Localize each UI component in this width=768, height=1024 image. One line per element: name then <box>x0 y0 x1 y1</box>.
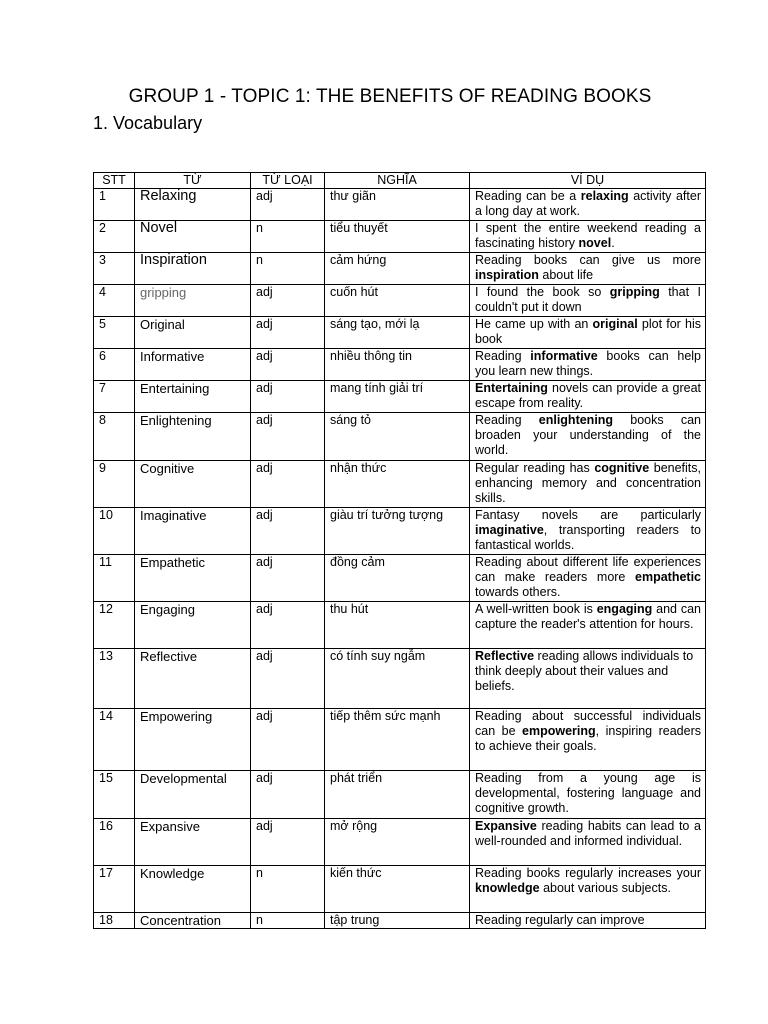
cell-meaning: cảm hứng <box>325 253 470 285</box>
cell-word: Entertaining <box>135 381 251 413</box>
cell-word: Relaxing <box>135 189 251 221</box>
table-row <box>94 819 706 866</box>
table-row <box>94 461 706 508</box>
cell-stt: 6 <box>94 349 135 381</box>
cell-example: Reading about successful individuals can be empowering, inspiring readers to achieve their goals. <box>470 709 706 771</box>
cell-example: Reading about different life experiences can make readers more empathetic towards others. <box>470 555 706 602</box>
cell-example: Reading enlightening books can broaden your understanding of the world. <box>470 413 706 461</box>
cell-word: Expansive <box>135 819 251 866</box>
cell-example: I spent the entire weekend reading a fascinating history novel. <box>470 221 706 253</box>
table-body <box>94 189 706 929</box>
cell-pos: adj <box>251 349 325 381</box>
cell-example: Expansive reading habits can lead to a well-rounded and informed individual. <box>470 819 706 866</box>
table-row <box>94 771 706 819</box>
cell-example: Reading regularly can improve <box>470 913 706 929</box>
table-row <box>94 913 706 929</box>
cell-meaning: thu hút <box>325 602 470 649</box>
cell-word: Enlightening <box>135 413 251 461</box>
cell-meaning: sáng tỏ <box>325 413 470 461</box>
cell-meaning: tập trung <box>325 913 470 929</box>
cell-pos: adj <box>251 649 325 709</box>
header-meaning: NGHĨA <box>325 173 470 189</box>
table-row <box>94 253 706 285</box>
cell-example: Regular reading has cognitive benefits, enhancing memory and concentration skills. <box>470 461 706 508</box>
cell-pos: n <box>251 913 325 929</box>
cell-meaning: nhận thức <box>325 461 470 508</box>
table-row <box>94 317 706 349</box>
cell-example: I found the book so gripping that I couldn't put it down <box>470 285 706 317</box>
cell-stt: 9 <box>94 461 135 508</box>
cell-meaning: cuốn hút <box>325 285 470 317</box>
cell-pos: n <box>251 221 325 253</box>
table-row <box>94 189 706 221</box>
cell-word: Engaging <box>135 602 251 649</box>
cell-stt: 1 <box>94 189 135 221</box>
cell-meaning: sáng tạo, mới lạ <box>325 317 470 349</box>
cell-example: Fantasy novels are particularly imaginative, transporting readers to fantastical worlds. <box>470 508 706 555</box>
cell-pos: adj <box>251 555 325 602</box>
cell-word: Cognitive <box>135 461 251 508</box>
cell-meaning: phát triển <box>325 771 470 819</box>
cell-pos: adj <box>251 317 325 349</box>
table-row <box>94 555 706 602</box>
cell-meaning: thư giãn <box>325 189 470 221</box>
cell-word: Reflective <box>135 649 251 709</box>
cell-word: Imaginative <box>135 508 251 555</box>
header-example: VÍ DỤ <box>470 173 706 189</box>
vocabulary-table <box>93 172 706 929</box>
cell-word: Concentration <box>135 913 251 929</box>
cell-stt: 11 <box>94 555 135 602</box>
cell-pos: n <box>251 866 325 913</box>
cell-pos: adj <box>251 285 325 317</box>
cell-stt: 16 <box>94 819 135 866</box>
cell-word: Developmental <box>135 771 251 819</box>
cell-example: Entertaining novels can provide a great escape from reality. <box>470 381 706 413</box>
cell-word: gripping <box>135 285 251 317</box>
cell-stt: 12 <box>94 602 135 649</box>
table-row <box>94 602 706 649</box>
cell-example: Reading books can give us more inspiration about life <box>470 253 706 285</box>
cell-pos: adj <box>251 461 325 508</box>
cell-stt: 10 <box>94 508 135 555</box>
cell-pos: adj <box>251 771 325 819</box>
cell-pos: n <box>251 253 325 285</box>
cell-word: Knowledge <box>135 866 251 913</box>
cell-word: Inspiration <box>135 253 251 285</box>
cell-pos: adj <box>251 413 325 461</box>
cell-example: A well-written book is engaging and can capture the reader's attention for hours. <box>470 602 706 649</box>
table-row <box>94 508 706 555</box>
cell-example: Reflective reading allows individuals to think deeply about their values and beliefs. <box>470 649 706 709</box>
table-row <box>94 413 706 461</box>
cell-meaning: giàu trí tưởng tượng <box>325 508 470 555</box>
cell-word: Original <box>135 317 251 349</box>
cell-stt: 18 <box>94 913 135 929</box>
cell-stt: 5 <box>94 317 135 349</box>
cell-word: Informative <box>135 349 251 381</box>
cell-meaning: đồng cảm <box>325 555 470 602</box>
cell-pos: adj <box>251 508 325 555</box>
cell-meaning: có tính suy ngẫm <box>325 649 470 709</box>
header-stt: STT <box>94 173 135 189</box>
cell-stt: 4 <box>94 285 135 317</box>
document-title: GROUP 1 - TOPIC 1: THE BENEFITS OF READING BOOKS <box>128 86 652 107</box>
cell-stt: 14 <box>94 709 135 771</box>
cell-example: Reading from a young age is developmental, fostering language and cognitive growth. <box>470 771 706 819</box>
section-heading: 1. Vocabulary <box>93 113 203 133</box>
cell-word: Empowering <box>135 709 251 771</box>
cell-stt: 3 <box>94 253 135 285</box>
cell-meaning: nhiều thông tin <box>325 349 470 381</box>
header-pos: TỪ LOẠI <box>251 173 325 189</box>
cell-stt: 15 <box>94 771 135 819</box>
cell-pos: adj <box>251 381 325 413</box>
cell-example: Reading can be a relaxing activity after a long day at work. <box>470 189 706 221</box>
cell-stt: 8 <box>94 413 135 461</box>
cell-stt: 17 <box>94 866 135 913</box>
cell-meaning: tiếp thêm sức mạnh <box>325 709 470 771</box>
table-row <box>94 709 706 771</box>
table-header-row <box>94 173 706 189</box>
table-row <box>94 221 706 253</box>
cell-meaning: mang tính giải trí <box>325 381 470 413</box>
cell-meaning: kiến thức <box>325 866 470 913</box>
cell-meaning: tiểu thuyết <box>325 221 470 253</box>
cell-stt: 7 <box>94 381 135 413</box>
table-row <box>94 381 706 413</box>
cell-word: Empathetic <box>135 555 251 602</box>
cell-stt: 2 <box>94 221 135 253</box>
cell-meaning: mở rộng <box>325 819 470 866</box>
cell-example: Reading informative books can help you learn new things. <box>470 349 706 381</box>
table-row <box>94 349 706 381</box>
cell-example: Reading books regularly increases your knowledge about various subjects. <box>470 866 706 913</box>
header-word: TỪ <box>135 173 251 189</box>
cell-pos: adj <box>251 819 325 866</box>
cell-word: Novel <box>135 221 251 253</box>
cell-pos: adj <box>251 602 325 649</box>
table-row <box>94 866 706 913</box>
cell-example: He came up with an original plot for his book <box>470 317 706 349</box>
cell-pos: adj <box>251 189 325 221</box>
table-row <box>94 649 706 709</box>
cell-stt: 13 <box>94 649 135 709</box>
cell-pos: adj <box>251 709 325 771</box>
table-row <box>94 285 706 317</box>
